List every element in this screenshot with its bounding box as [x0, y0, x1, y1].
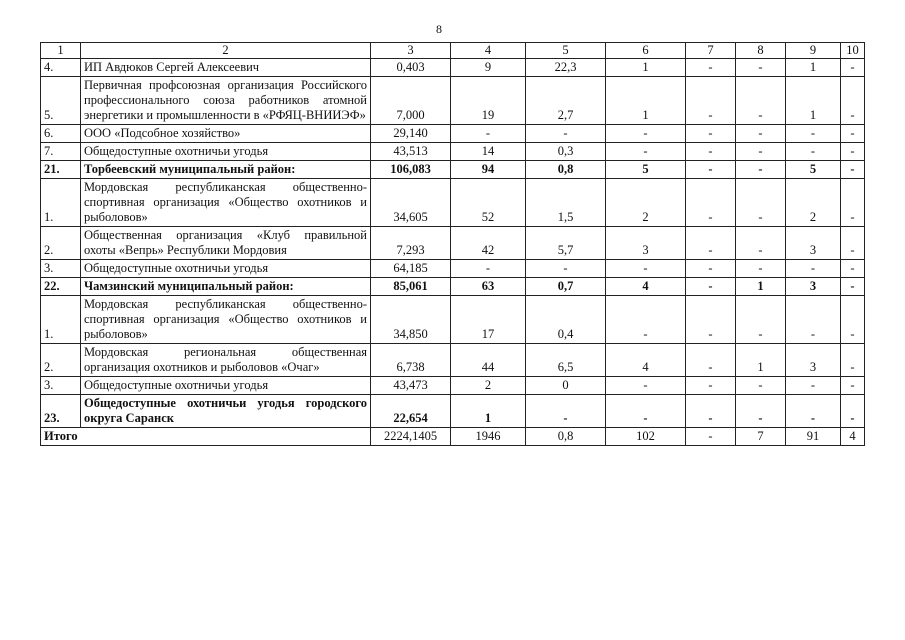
area-value: 34,850 [371, 296, 451, 344]
column-header: 6 [606, 43, 686, 59]
row-number: 22. [41, 278, 81, 296]
col6-value: 2 [606, 179, 686, 227]
count-value: - [451, 125, 526, 143]
col7-value: - [686, 395, 736, 428]
count-value: 44 [451, 344, 526, 377]
district-row [41, 278, 865, 296]
col7-value: - [686, 377, 736, 395]
col7-value: - [686, 125, 736, 143]
density-value: 22,3 [526, 59, 606, 77]
total-row [41, 428, 865, 446]
column-header: 3 [371, 43, 451, 59]
district-row [41, 161, 865, 179]
count-value: 2 [451, 377, 526, 395]
col7-value: - [686, 344, 736, 377]
col9-value: 3 [786, 344, 841, 377]
total-cell: 102 [606, 428, 686, 446]
column-header: 10 [841, 43, 865, 59]
total-cell: - [686, 428, 736, 446]
col8-value: - [736, 179, 786, 227]
col10-value: - [841, 59, 865, 77]
col9-value: 2 [786, 179, 841, 227]
organization-name: ИП Авдюков Сергей Алексеевич [81, 59, 371, 77]
column-header: 2 [81, 43, 371, 59]
table-row [41, 179, 865, 227]
col7-value: - [686, 77, 736, 125]
organization-name: Торбеевский муниципальный район: [81, 161, 371, 179]
organization-name: ООО «Подсобное хозяйство» [81, 125, 371, 143]
column-header: 5 [526, 43, 606, 59]
area-value: 7,000 [371, 77, 451, 125]
count-value: 1 [451, 395, 526, 428]
organization-name: Общедоступные охотничьи угодья [81, 143, 371, 161]
density-value: 6,5 [526, 344, 606, 377]
col6-value: - [606, 143, 686, 161]
col10-value: - [841, 125, 865, 143]
col10-value: - [841, 377, 865, 395]
density-value: 0,7 [526, 278, 606, 296]
header-row [41, 43, 865, 59]
organization-name: Мордовская региональная общественная организация охотников и рыболовов «Очаг» [81, 344, 371, 377]
col8-value: - [736, 377, 786, 395]
count-value: 14 [451, 143, 526, 161]
col8-value: - [736, 260, 786, 278]
total-label: Итого [41, 428, 371, 446]
table-row [41, 143, 865, 161]
page-number: 8 [436, 22, 442, 36]
col9-value: 1 [786, 59, 841, 77]
table-row [41, 260, 865, 278]
row-number: 1. [41, 179, 81, 227]
row-number: 2. [41, 344, 81, 377]
organization-name: Чамзинский муниципальный район: [81, 278, 371, 296]
col7-value: - [686, 143, 736, 161]
col7-value: - [686, 59, 736, 77]
count-value: 9 [451, 59, 526, 77]
density-value: 0,3 [526, 143, 606, 161]
col8-value: - [736, 161, 786, 179]
organization-name: Общедоступные охотничьи угодья [81, 260, 371, 278]
col7-value: - [686, 260, 736, 278]
col9-value: - [786, 260, 841, 278]
row-number: 21. [41, 161, 81, 179]
col7-value: - [686, 278, 736, 296]
density-value: - [526, 260, 606, 278]
row-number: 4. [41, 59, 81, 77]
area-value: 43,473 [371, 377, 451, 395]
row-number: 2. [41, 227, 81, 260]
column-header: 4 [451, 43, 526, 59]
count-value: 52 [451, 179, 526, 227]
col6-value: 4 [606, 344, 686, 377]
col10-value: - [841, 227, 865, 260]
density-value: 1,5 [526, 179, 606, 227]
col10-value: - [841, 296, 865, 344]
area-value: 29,140 [371, 125, 451, 143]
organization-name: Общедоступные охотничьи угодья городского округа Саранск [81, 395, 371, 428]
density-value: 2,7 [526, 77, 606, 125]
count-value: 42 [451, 227, 526, 260]
density-value: 5,7 [526, 227, 606, 260]
count-value: 63 [451, 278, 526, 296]
count-value: 94 [451, 161, 526, 179]
table-row [41, 77, 865, 125]
count-value: 19 [451, 77, 526, 125]
district-row [41, 395, 865, 428]
col7-value: - [686, 296, 736, 344]
row-number: 6. [41, 125, 81, 143]
col8-value: - [736, 143, 786, 161]
col9-value: 5 [786, 161, 841, 179]
density-value: - [526, 395, 606, 428]
row-number: 3. [41, 377, 81, 395]
table-row [41, 377, 865, 395]
col8-value: 1 [736, 344, 786, 377]
row-number: 7. [41, 143, 81, 161]
density-value: - [526, 125, 606, 143]
area-value: 6,738 [371, 344, 451, 377]
column-header: 1 [41, 43, 81, 59]
density-value: 0,4 [526, 296, 606, 344]
column-header: 9 [786, 43, 841, 59]
col8-value: - [736, 227, 786, 260]
row-number: 23. [41, 395, 81, 428]
col10-value: - [841, 77, 865, 125]
col6-value: - [606, 125, 686, 143]
organization-name: Общедоступные охотничьи угодья [81, 377, 371, 395]
area-value: 34,605 [371, 179, 451, 227]
organization-name: Общественная организация «Клуб правильной охоты «Вепрь» Республики Мордовия [81, 227, 371, 260]
density-value: 0 [526, 377, 606, 395]
col10-value: - [841, 395, 865, 428]
col6-value: 5 [606, 161, 686, 179]
table-row [41, 227, 865, 260]
col7-value: - [686, 179, 736, 227]
col9-value: - [786, 125, 841, 143]
col6-value: 3 [606, 227, 686, 260]
table-row [41, 59, 865, 77]
row-number: 1. [41, 296, 81, 344]
col6-value: 4 [606, 278, 686, 296]
col9-value: - [786, 395, 841, 428]
hunting-grounds-table [40, 42, 865, 446]
total-cell: 7 [736, 428, 786, 446]
col10-value: - [841, 278, 865, 296]
col9-value: 3 [786, 227, 841, 260]
col8-value: - [736, 125, 786, 143]
row-number: 5. [41, 77, 81, 125]
area-value: 106,083 [371, 161, 451, 179]
area-value: 0,403 [371, 59, 451, 77]
organization-name: Мордовская республиканская общественно-спортивная организация «Общество охотников и рыболовов» [81, 179, 371, 227]
col10-value: - [841, 179, 865, 227]
col9-value: 1 [786, 77, 841, 125]
table-row [41, 125, 865, 143]
col6-value: - [606, 395, 686, 428]
organization-name: Мордовская республиканская общественно-спортивная организация «Общество охотников и рыболовов» [81, 296, 371, 344]
area-value: 7,293 [371, 227, 451, 260]
column-header: 7 [686, 43, 736, 59]
col8-value: - [736, 296, 786, 344]
col8-value: - [736, 59, 786, 77]
col7-value: - [686, 227, 736, 260]
col9-value: - [786, 143, 841, 161]
column-header: 8 [736, 43, 786, 59]
col10-value: - [841, 161, 865, 179]
col9-value: - [786, 377, 841, 395]
total-cell: 4 [841, 428, 865, 446]
total-cell: 2224,1405 [371, 428, 451, 446]
col7-value: - [686, 161, 736, 179]
col9-value: 3 [786, 278, 841, 296]
area-value: 85,061 [371, 278, 451, 296]
count-value: 17 [451, 296, 526, 344]
col9-value: - [786, 296, 841, 344]
col8-value: 1 [736, 278, 786, 296]
total-cell: 91 [786, 428, 841, 446]
col6-value: 1 [606, 77, 686, 125]
density-value: 0,8 [526, 161, 606, 179]
col8-value: - [736, 395, 786, 428]
col6-value: - [606, 296, 686, 344]
total-cell: 1946 [451, 428, 526, 446]
count-value: - [451, 260, 526, 278]
organization-name: Первичная профсоюзная организация Российского профессионального союза работников атомной энергетики и промышленности в «РФЯЦ-ВНИИЭФ» [81, 77, 371, 125]
area-value: 22,654 [371, 395, 451, 428]
col8-value: - [736, 77, 786, 125]
col6-value: - [606, 377, 686, 395]
area-value: 43,513 [371, 143, 451, 161]
table-row [41, 296, 865, 344]
col10-value: - [841, 143, 865, 161]
col10-value: - [841, 344, 865, 377]
table-row [41, 344, 865, 377]
col6-value: - [606, 260, 686, 278]
col10-value: - [841, 260, 865, 278]
row-number: 3. [41, 260, 81, 278]
total-cell: 0,8 [526, 428, 606, 446]
col6-value: 1 [606, 59, 686, 77]
area-value: 64,185 [371, 260, 451, 278]
